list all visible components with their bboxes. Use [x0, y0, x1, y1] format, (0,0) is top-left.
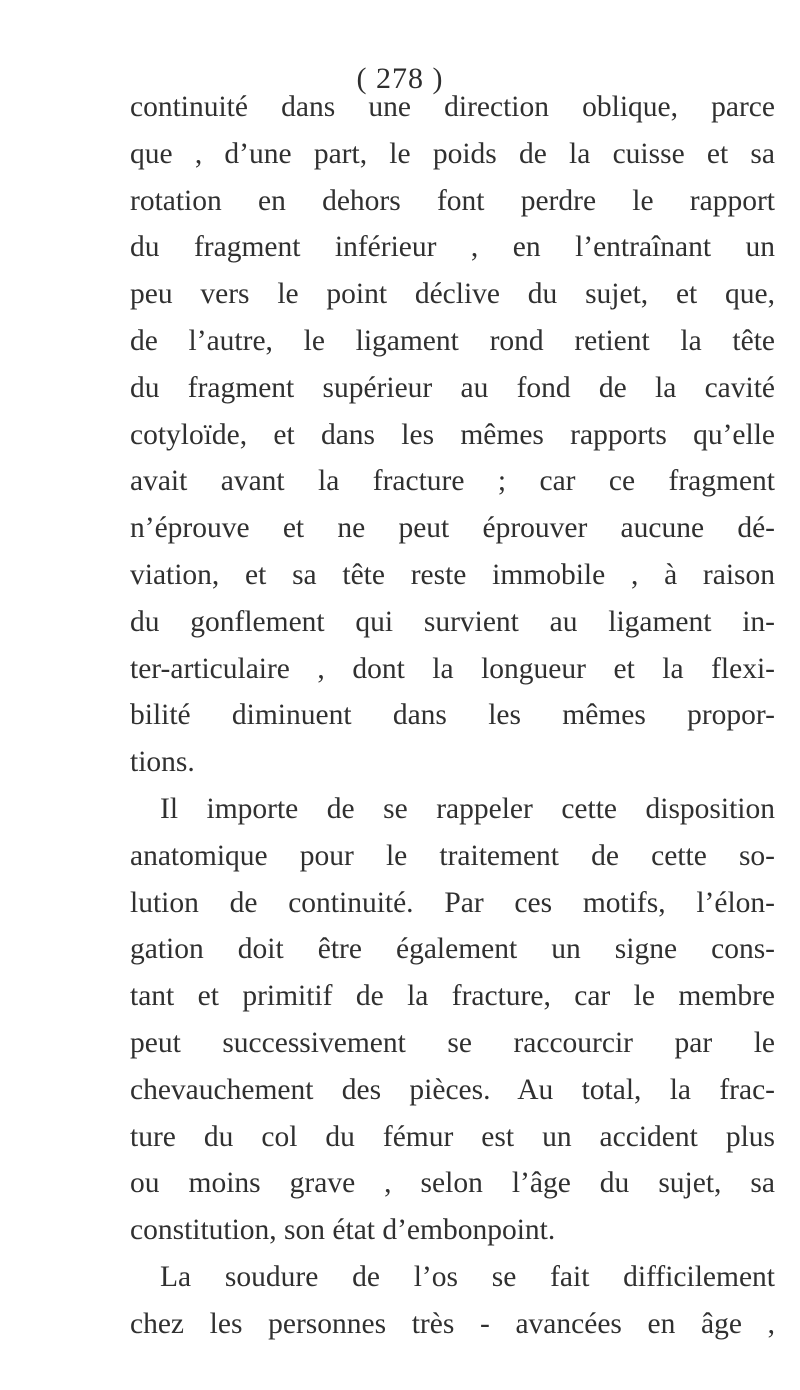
text-line: avait avant la fracture ; car ce fragment	[130, 465, 775, 498]
page-number: ( 278 )	[356, 62, 444, 95]
text-line: chevauchement des pièces. Au total, la frac-	[130, 1073, 775, 1106]
body-text	[130, 84, 800, 1348]
text-line: tant et primitif de la fracture, car le membre	[130, 980, 775, 1013]
text-line: ture du col du fémur est un accident plus	[130, 1120, 775, 1153]
text-line: bilité diminuent dans les mêmes propor-	[130, 699, 775, 732]
text-line: Il importe de se rappeler cette disposition	[160, 792, 775, 825]
text-line: peu vers le point déclive du sujet, et que,	[130, 278, 775, 311]
text-line: tions.	[130, 746, 195, 779]
text-line: continuité dans une direction oblique, parce	[130, 91, 775, 123]
text-line: cotyloïde, et dans les mêmes rapports qu’elle	[130, 418, 775, 451]
text-line: constitution, son état d’embonpoint.	[130, 1214, 556, 1247]
text-line: n’éprouve et ne peut éprouver aucune dé-	[130, 512, 775, 545]
text-line: chez les personnes très - avancées en âge ,	[130, 1307, 775, 1340]
text-line: ou moins grave , selon l’âge du sujet, sa	[130, 1167, 775, 1200]
text-line: La soudure de l’os se fait difficilement	[160, 1260, 775, 1293]
text-line: lution de continuité. Par ces motifs, l’élon-	[130, 886, 775, 919]
text-line: anatomique pour le traitement de cette so-	[130, 839, 775, 872]
text-line: ter-articulaire , dont la longueur et la flexi-	[130, 652, 775, 685]
text-line: gation doit être également un signe cons-	[130, 933, 775, 966]
text-line: du fragment inférieur , en l’entraînant un	[130, 231, 775, 264]
text-line: du gonflement qui survient au ligament in-	[130, 605, 775, 638]
text-line: que , d’une part, le poids de la cuisse et sa	[130, 137, 775, 170]
text-line: de l’autre, le ligament rond retient la tête	[130, 324, 775, 357]
text-line: du fragment supérieur au fond de la cavité	[130, 371, 775, 404]
text-line: peut successivement se raccourcir par le	[130, 1026, 775, 1059]
text-line: viation, et sa tête reste immobile , à raison	[130, 558, 775, 591]
text-line: rotation en dehors font perdre le rapport	[130, 184, 775, 217]
